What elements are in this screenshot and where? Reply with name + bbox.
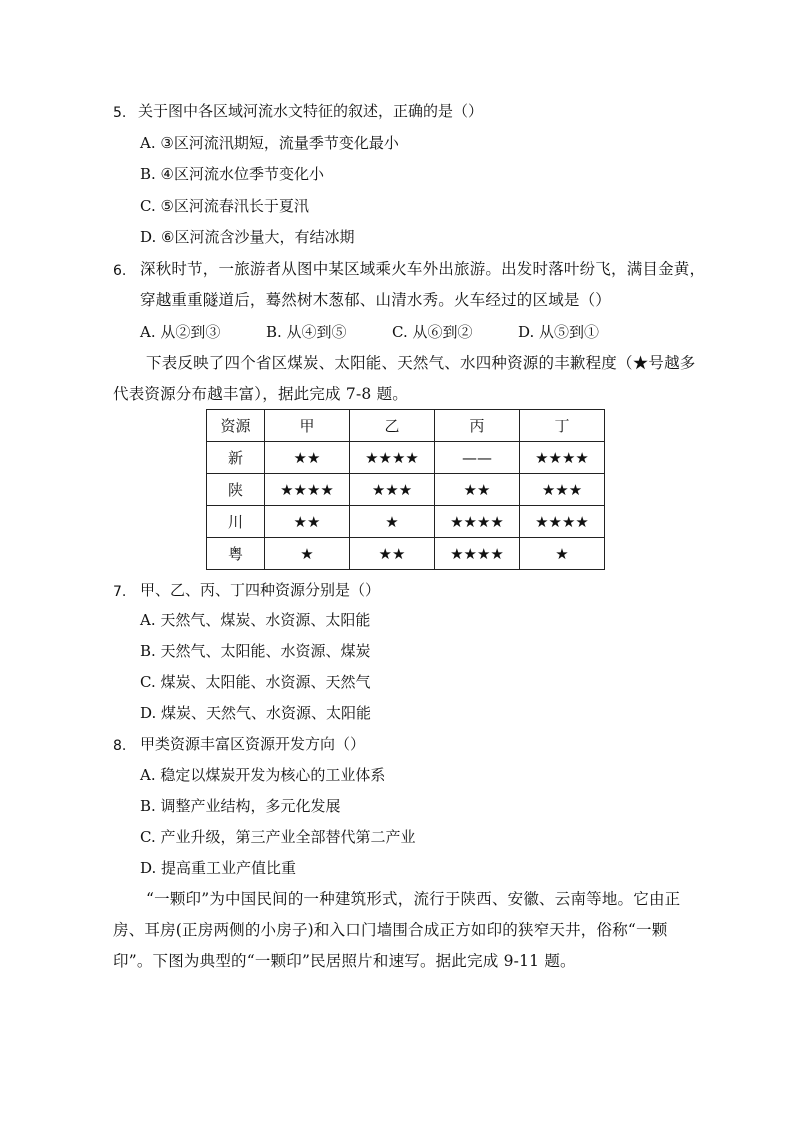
q6-stem-line2: 穿越重重隧道后，蓦然树木葱郁、山清水秀。火车经过的区域是（） <box>140 291 612 309</box>
intro-9-11-line2: 房、耳房(正房两侧的小房子)和入口门墙围合成正方如印的狭窄天井，俗称“一颗 <box>113 921 668 939</box>
table-cell: 川 <box>207 506 265 538</box>
table-header-cell: 丁 <box>520 410 605 442</box>
table-header-cell: 甲 <box>265 410 350 442</box>
table-cell: —— <box>435 442 520 474</box>
intro-9-11-line3: 印”。下图为典型的“一颗印”民居照片和速写。据此完成 9-11 题。 <box>113 952 576 970</box>
intro-9-11-line1: “一颗印”为中国民间的一种建筑形式，流行于陕西、安徽、云南等地。它由正 <box>146 890 681 908</box>
table-cell: ★ <box>265 538 350 570</box>
q6-option-b: B. 从④到⑤ <box>266 323 347 341</box>
q8-stem: 甲类资源丰富区资源开发方向（） <box>140 735 366 753</box>
table-cell: ★★★ <box>520 474 605 506</box>
table-cell: ★★★★ <box>520 442 605 474</box>
q7-stem: 甲、乙、丙、丁四种资源分别是（） <box>140 581 381 599</box>
table-cell: ★★★★ <box>265 474 350 506</box>
q5-stem: 关于图中各区域河流水文特征的叙述，正确的是（） <box>138 102 484 120</box>
table-cell: ★★ <box>435 474 520 506</box>
q8-option-d: D. 提高重工业产值比重 <box>140 859 297 877</box>
table-cell: ★★★★ <box>350 442 435 474</box>
q8-number: 8. <box>113 738 127 754</box>
q7-option-b: B. 天然气、太阳能、水资源、煤炭 <box>140 642 371 660</box>
q6-option-d: D. 从⑤到① <box>518 323 600 341</box>
table-header-cell: 乙 <box>350 410 435 442</box>
intro-7-8-line1: 下表反映了四个省区煤炭、太阳能、天然气、水四种资源的丰歉程度（★号越多 <box>146 354 696 372</box>
table-cell: ★★ <box>265 442 350 474</box>
q5-option-d: D. ⑥区河流含沙量大，有结冰期 <box>140 228 355 246</box>
table-header-row <box>207 410 605 442</box>
table-cell: ★★ <box>265 506 350 538</box>
table-cell: ★★ <box>350 538 435 570</box>
q5-option-b: B. ④区河流水位季节变化小 <box>140 165 325 183</box>
table-cell: 粤 <box>207 538 265 570</box>
q5-number: 5. <box>113 105 127 121</box>
table-cell: ★★★★ <box>520 506 605 538</box>
table-row <box>207 442 605 474</box>
table-cell: ★★★★ <box>435 538 520 570</box>
table-row <box>207 474 605 506</box>
table-cell: ★ <box>350 506 435 538</box>
table-cell: 新 <box>207 442 265 474</box>
q7-option-a: A. 天然气、煤炭、水资源、太阳能 <box>140 611 371 629</box>
q6-stem-line1: 深秋时节，一旅游者从图中某区域乘火车外出旅游。出发时落叶纷飞，满目金黄， <box>140 260 706 278</box>
q8-option-b: B. 调整产业结构，多元化发展 <box>140 797 341 815</box>
q7-option-c: C. 煤炭、太阳能、水资源、天然气 <box>140 673 371 691</box>
q7-number: 7. <box>113 584 127 600</box>
table-header-cell: 资源 <box>207 410 265 442</box>
q5-option-a: A. ③区河流汛期短，流量季节变化最小 <box>140 134 399 152</box>
q6-option-c: C. 从⑥到② <box>392 323 473 341</box>
q7-option-d: D. 煤炭、天然气、水资源、太阳能 <box>140 704 372 722</box>
q6-number: 6. <box>113 263 127 279</box>
q8-option-a: A. 稳定以煤炭开发为核心的工业体系 <box>140 766 386 784</box>
q5-option-c: C. ⑤区河流春汛长于夏汛 <box>140 197 309 215</box>
q8-option-c: C. 产业升级，第三产业全部替代第二产业 <box>140 828 416 846</box>
table-row <box>207 506 605 538</box>
intro-7-8-line2: 代表资源分布越丰富），据此完成 7-8 题。 <box>113 385 408 403</box>
table-row <box>207 538 605 570</box>
table-cell: ★ <box>520 538 605 570</box>
q6-option-a: A. 从②到③ <box>140 323 221 341</box>
table-cell: ★★★★ <box>435 506 520 538</box>
table-header-cell: 丙 <box>435 410 520 442</box>
table-cell: ★★★ <box>350 474 435 506</box>
table-cell: 陕 <box>207 474 265 506</box>
resource-table <box>206 409 605 570</box>
